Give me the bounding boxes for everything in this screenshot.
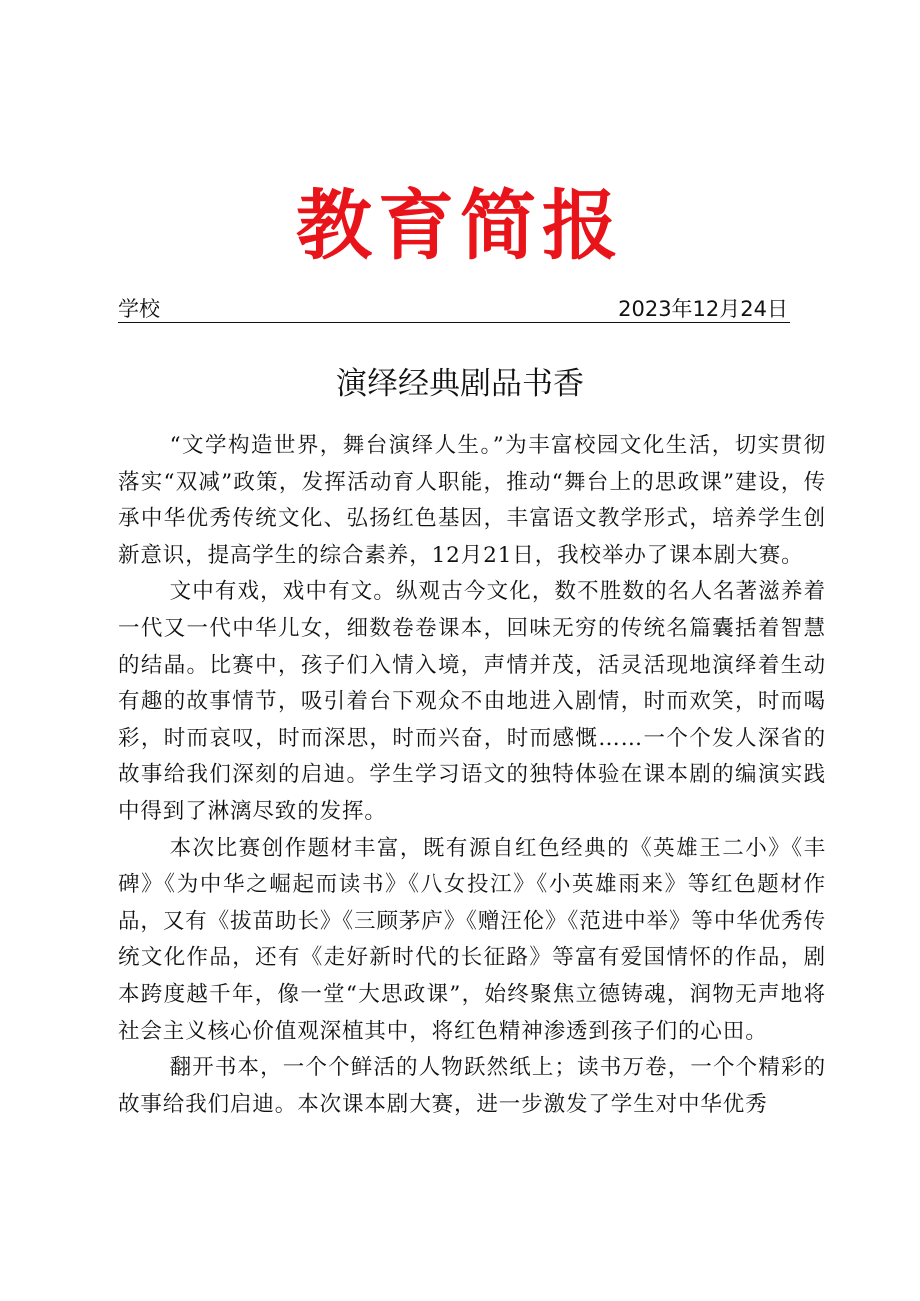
school-label: 学校 <box>118 297 160 321</box>
dateline <box>118 296 790 323</box>
masthead-title: 教育简报 <box>296 181 624 270</box>
article-paragraph: 本次比赛创作题材丰富，既有源自红色经典的《英雄王二小》《丰碑》《为中华之崛起而读书》《八女投江》《小英雄雨来》等红色题材作品，又有《拔苗助长》《三顾茅庐》《赠汪伦》《范进中举》等中华优秀传统文化作品，还有《走好新时代的长征路》等富有爱国情怀的作品，剧本跨度越千年，像一堂“大思政课”，始终聚焦立德铸魂，润物无声地将社会主义核心价值观深植其中，将红色精神渗透到孩子们的心田。 <box>118 835 826 1044</box>
article-paragraph: “文学构造世界，舞台演绎人生。”为丰富校园文化生活，切实贯彻落实“双减”政策，发挥活动育人职能，推动“舞台上的思政课”建设，传承中华优秀传统文化、弘扬红色基因，丰富语文教学形式，培养学生创新意识，提高学生的综合素养，12月21日，我校举办了课本剧大赛。 <box>118 433 826 568</box>
article-paragraph: 文中有戏，戏中有文。纵观古今文化，数不胜数的名人名著滋养着一代又一代中华儿女，细数卷卷课本，回味无穷的传统名篇囊括着智慧的结晶。比赛中，孩子们入情入境，声情并茂，活灵活现地演绎着生动有趣的故事情节，吸引着台下观众不由地进入剧情，时而欢笑，时而喝彩，时而哀叹，时而深思，时而兴奋，时而感慨……一个个发人深省的故事给我们深刻的启迪。学生学习语文的独特体验在课本剧的编演实践中得到了淋漓尽致的发挥。 <box>118 579 826 824</box>
article-body <box>118 428 826 1123</box>
issue-date: 2023年12月24日 <box>618 297 788 321</box>
article-paragraph: 翻开书本，一个个鲜活的人物跃然纸上；读书万卷，一个个精彩的故事给我们启迪。本次课本剧大赛，进一步激发了学生对中华优秀 <box>118 1055 826 1117</box>
article-headline: 演绎经典剧品书香 <box>336 366 584 402</box>
